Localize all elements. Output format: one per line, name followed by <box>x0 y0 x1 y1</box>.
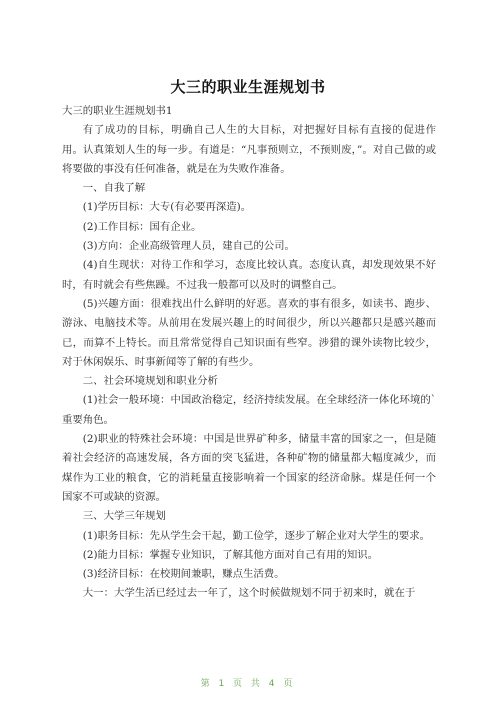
document-body <box>62 102 436 604</box>
list-item-work-goal: (2)工作目标：国有企业。 <box>82 220 202 233</box>
section-heading-self-knowledge: 一、自我了解 <box>82 182 146 195</box>
list-item-general-environment: (1)社会一般环境：中国政治稳定，经济持续发展。在全球经济一体化环境的`重要角色。 <box>62 394 436 426</box>
list-item-education-goal: (1)学历目标：大专(有必要再深造)。 <box>82 201 252 214</box>
list-item-economic-goal: (3)经济目标：在校期间兼职，赚点生活费。 <box>82 568 285 581</box>
document-title: 大三的职业生涯规划书 <box>170 78 326 96</box>
list-item-ability-goal: (2)能力目标：掌握专业知识，了解其他方面对自己有用的知识。 <box>82 548 379 561</box>
list-item-position-goal: (1)职务目标：先从学生会干起，勤工俭学，逐步了解企业对大学生的要求。 <box>82 529 431 542</box>
list-item-direction: (3)方向：企业高级管理人员，建自己的公司。 <box>82 240 295 253</box>
intro-paragraph: 有了成功的目标，明确自己人生的大目标，对把握好目标有直接的促进作用。认真策划人生的每一步。有道是：“凡事预则立，不预则废，”。对自己做的或将要做的事没有任何准备，就是在为失败作准备。 <box>62 124 436 175</box>
section-heading-social-environment: 二、社会环境规划和职业分析 <box>82 375 218 388</box>
subtitle-line: 大三的职业生涯规划书1 <box>62 105 173 117</box>
freshman-paragraph: 大一：大学生活已经过去一年了，这个时候做规划不同于初来时，就在于 <box>82 587 416 600</box>
list-item-special-environment: (2)职业的特殊社会环境：中国是世界矿种多，储量丰富的国家之一，但是随着社会经济的高速发展，各方面的突飞猛进，各种矿物的储量都大幅度减少，而煤作为工业的粮食，它的消耗量直接影响着一个国家的经济命脉。煤是任何一个国家不可或缺的资源。 <box>62 433 436 503</box>
list-item-interests: (5)兴趣方面：很难找出什么鲜明的好恶。喜欢的事有很多，如读书、跑步、游泳、电脑技术等。从前用在发展兴趣上的时间很少，所以兴趣都只是感兴趣而已，而算不上特长。而且常常觉得自己知识面有些窄。涉猎的课外读物比较少，对于休闲娱乐、时事新闻等了解的有些少。 <box>62 297 436 368</box>
section-heading-three-year-plan: 三、大学三年规划 <box>82 510 166 523</box>
list-item-current-status: (4)自生现状：对待工作和学习，态度比较认真。态度认真，却发现效果不好时，有时就会有些焦躁。不过我一般都可以及时的调整自己。 <box>62 259 436 291</box>
page-number-footer: 第 1 页 共 4 页 <box>200 679 296 689</box>
